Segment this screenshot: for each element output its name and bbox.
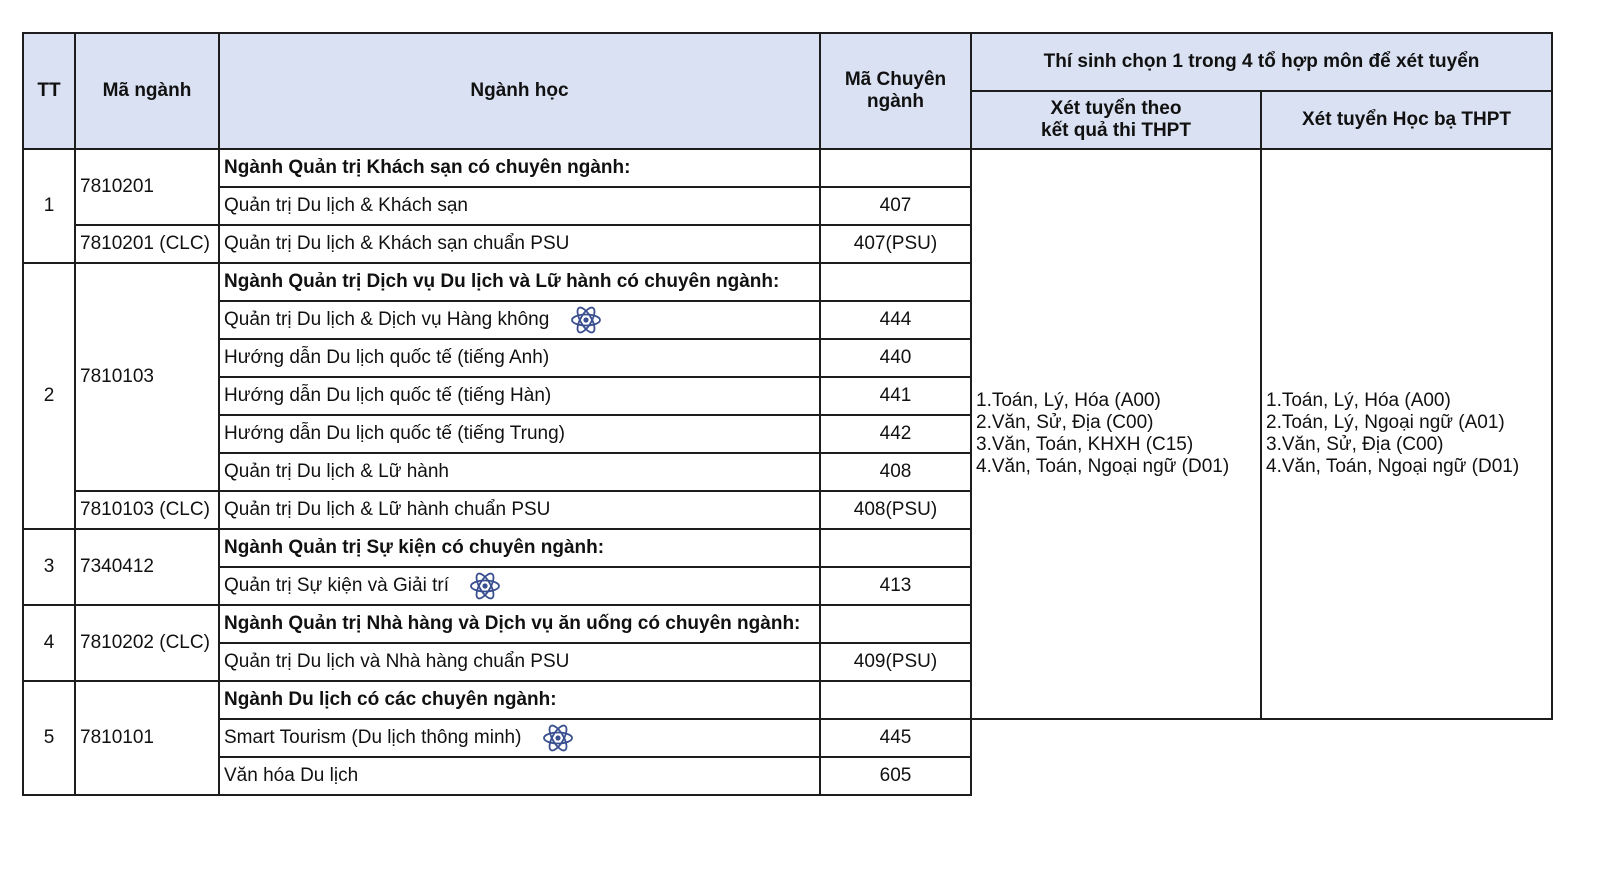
group-title: Ngành Quản trị Khách sạn có chuyên ngành: (219, 149, 820, 187)
major-name: Quản trị Du lịch & Lữ hành (219, 453, 820, 491)
major-name: Quản trị Du lịch & Khách sạn (219, 187, 820, 225)
code-cell (820, 605, 971, 643)
combo-item: 2.Văn, Sử, Địa (C00) (976, 412, 1154, 433)
tt-cell: 1 (23, 149, 75, 263)
group-title: Ngành Du lịch có các chuyên ngành: (219, 681, 820, 719)
code-cell: 444 (820, 301, 971, 339)
tt-cell: 5 (23, 681, 75, 795)
code-cell: 445 (820, 719, 971, 757)
table-row (23, 719, 1552, 757)
ma-nganh-cell: 7810103 (CLC) (75, 491, 219, 529)
tt-cell: 2 (23, 263, 75, 529)
major-name: Hướng dẫn Du lịch quốc tế (tiếng Trung) (219, 415, 820, 453)
header-ma-nganh: Mã ngành (75, 33, 219, 149)
code-cell: 409(PSU) (820, 643, 971, 681)
ma-nganh-cell: 7810201 (CLC) (75, 225, 219, 263)
group-title: Ngành Quản trị Sự kiện có chuyên ngành: (219, 529, 820, 567)
code-cell: 407(PSU) (820, 225, 971, 263)
header-thpt-line2: kết quả thi THPT (1041, 120, 1191, 141)
code-cell: 442 (820, 415, 971, 453)
code-cell: 413 (820, 567, 971, 605)
major-name: Quản trị Du lịch & Khách sạn chuẩn PSU (219, 225, 820, 263)
major-name: Quản trị Du lịch & Dịch vụ Hàng không (224, 309, 550, 331)
ma-nganh-cell: 7810201 (75, 149, 219, 225)
major-name: Quản trị Du lịch & Lữ hành chuẩn PSU (219, 491, 820, 529)
table-row (23, 149, 1552, 187)
combos-hocba-cell (1261, 149, 1552, 719)
combo-item: 4.Văn, Toán, Ngoại ngữ (D01) (976, 456, 1230, 477)
major-name: Hướng dẫn Du lịch quốc tế (tiếng Anh) (219, 339, 820, 377)
code-cell: 408(PSU) (820, 491, 971, 529)
combo-item: 2.Toán, Lý, Ngoại ngữ (A01) (1266, 412, 1505, 433)
group-title: Ngành Quản trị Nhà hàng và Dịch vụ ăn uống có chuyên ngành: (219, 605, 820, 643)
combo-item: 3.Văn, Sử, Địa (C00) (1266, 434, 1444, 455)
code-cell: 408 (820, 453, 971, 491)
group-title: Ngành Quản trị Dịch vụ Du lịch và Lữ hành có chuyên ngành: (219, 263, 820, 301)
major-name-cell (219, 301, 820, 339)
header-nganh-hoc: Ngành học (219, 33, 820, 149)
atom-icon (569, 305, 603, 335)
code-cell: 407 (820, 187, 971, 225)
code-cell (820, 681, 971, 719)
tt-cell: 4 (23, 605, 75, 681)
header-thpt-line1: Xét tuyển theo (1050, 98, 1182, 119)
code-cell (820, 149, 971, 187)
major-name-cell (219, 719, 820, 757)
header-thpt (971, 91, 1261, 149)
header-to-hop: Thí sinh chọn 1 trong 4 tổ hợp môn để xét tuyển (971, 33, 1552, 91)
major-name: Văn hóa Du lịch (219, 757, 820, 795)
combos-thpt-cell (971, 149, 1261, 719)
header-ma-chuyen-nganh: Mã Chuyên ngành (820, 33, 971, 149)
atom-icon (468, 571, 502, 601)
header-hoc-ba: Xét tuyển Học bạ THPT (1261, 91, 1552, 149)
ma-nganh-cell: 7810101 (75, 681, 219, 795)
ma-nganh-cell: 7810202 (CLC) (75, 605, 219, 681)
header-tt: TT (23, 33, 75, 149)
ma-nganh-cell: 7340412 (75, 529, 219, 605)
atom-icon (541, 723, 575, 753)
major-name: Smart Tourism (Du lịch thông minh) (224, 727, 522, 749)
code-cell (820, 529, 971, 567)
code-cell: 441 (820, 377, 971, 415)
major-name: Quản trị Sự kiện và Giải trí (224, 575, 449, 597)
tt-cell: 3 (23, 529, 75, 605)
table-row (23, 757, 1552, 795)
major-name-cell (219, 567, 820, 605)
code-cell: 440 (820, 339, 971, 377)
combo-item: 1.Toán, Lý, Hóa (A00) (1266, 390, 1451, 411)
combo-item: 3.Văn, Toán, KHXH (C15) (976, 434, 1194, 455)
major-name: Quản trị Du lịch và Nhà hàng chuẩn PSU (219, 643, 820, 681)
combo-item: 4.Văn, Toán, Ngoại ngữ (D01) (1266, 456, 1520, 477)
admission-table (22, 32, 1553, 796)
ma-nganh-cell: 7810103 (75, 263, 219, 491)
code-cell (820, 263, 971, 301)
major-name: Hướng dẫn Du lịch quốc tế (tiếng Hàn) (219, 377, 820, 415)
code-cell: 605 (820, 757, 971, 795)
combo-item: 1.Toán, Lý, Hóa (A00) (976, 390, 1161, 411)
